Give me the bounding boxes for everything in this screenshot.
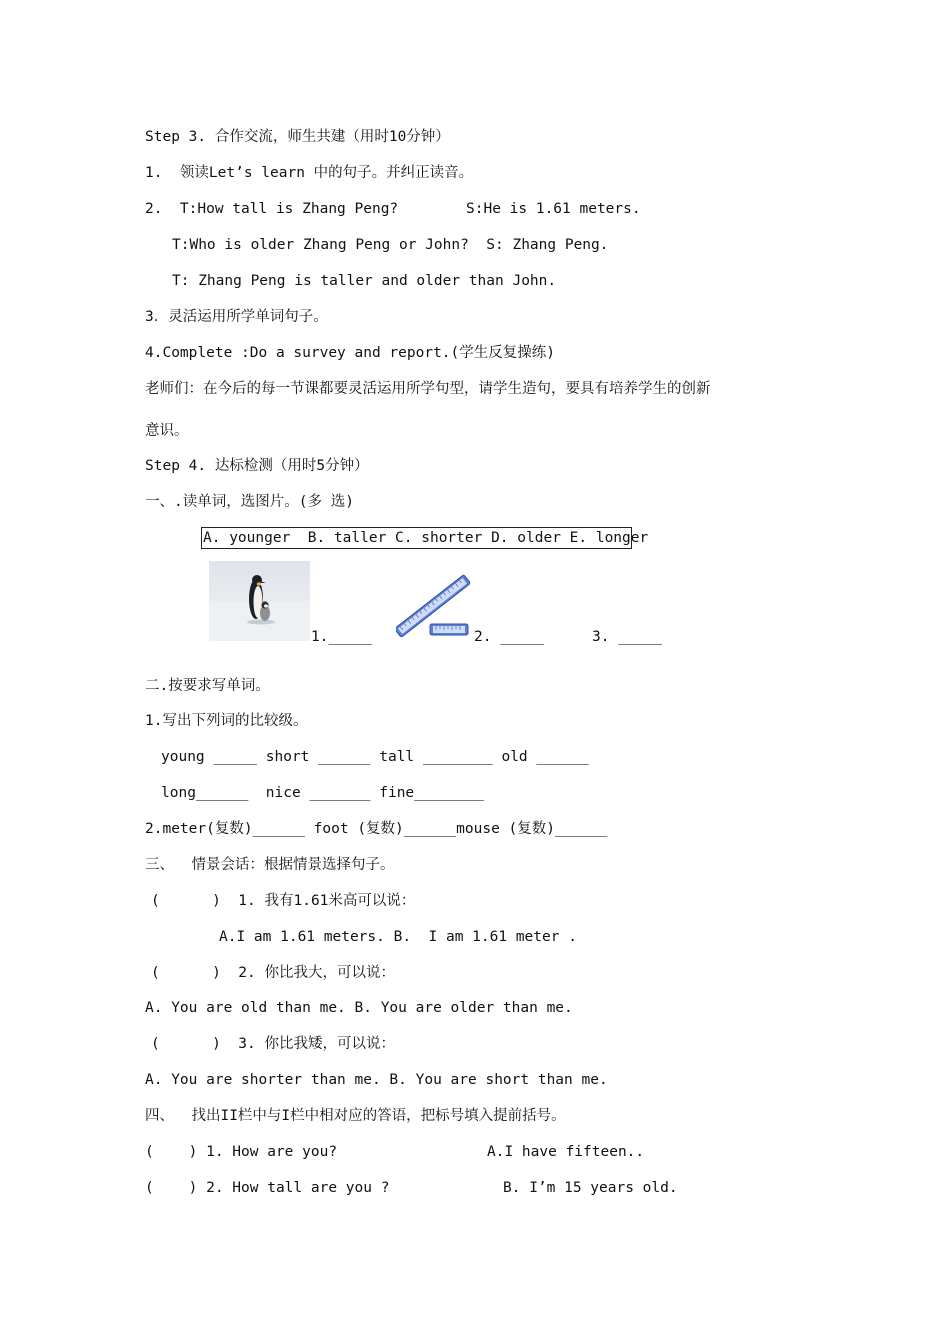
part2-question-2: 2.meter(复数)______ foot (复数)______mouse (复数)______ (145, 821, 608, 837)
part4-answer-b: B. I’m 15 years old. (503, 1180, 678, 1196)
part3-question-1: ( ) 1. 我有1.61米高可以说： (151, 893, 416, 909)
teacher-note-line-2: 意识。 (145, 423, 189, 439)
step3-item-2-dialogue-2: T:Who is older Zhang Peng or John? S: Zhang Peng. (172, 237, 609, 253)
word-options-box: A. younger B. taller C. shorter D. older E. longer (201, 527, 632, 549)
step3-item-3: 3．灵活运用所学单词句子。 (145, 309, 328, 325)
step3-item-1: 1. 领读Let’s learn 中的句子。并纠正读音。 (145, 165, 474, 181)
teacher-note-line-1: 老师们：在今后的每一节课都要灵活运用所学句型，请学生造句，要具有培养学生的创新 (145, 381, 711, 397)
part4-title: 四、 找出II栏中与I栏中相对应的答语，把标号填入提前括号。 (145, 1108, 566, 1124)
part3-question-1-options: A.I am 1.61 meters. B. I am 1.61 meter . (219, 929, 577, 945)
part4-answer-a: A.I have fifteen.. (487, 1144, 645, 1160)
penguin-picture (209, 561, 310, 641)
rulers-picture (396, 572, 472, 642)
step3-item-4: 4.Complete :Do a survey and report.(学生反复操练) (145, 345, 555, 361)
step4-heading: Step 4. 达标检测（用时5分钟） (145, 458, 369, 474)
step3-item-2-dialogue-3: T: Zhang Peng is taller and older than John. (172, 273, 557, 289)
part1-title: 一、.读单词，选图片。(多 选) (145, 494, 354, 510)
part3-question-3-options: A. You are shorter than me. B. You are short than me. (145, 1072, 608, 1088)
part3-title: 三、 情景会话：根据情景选择句子。 (145, 857, 395, 873)
part4-question-1: ( ) 1. How are you? (145, 1144, 338, 1160)
comparative-row-2: long______ nice _______ fine________ (161, 785, 485, 801)
part2-title: 二.按要求写单词。 (145, 678, 270, 694)
step3-item-2-answer: S:He is 1.61 meters. (466, 201, 641, 217)
part4-question-2: ( ) 2. How tall are you ? (145, 1180, 390, 1196)
part3-question-2-options: A. You are old than me. B. You are older than me. (145, 1000, 573, 1016)
part3-question-3: ( ) 3. 你比我矮，可以说： (151, 1036, 395, 1052)
answer-blank-2: 2. _____ (474, 629, 544, 645)
answer-blank-1: 1._____ (311, 629, 373, 645)
part2-question-1: 1.写出下列词的比较级。 (145, 713, 308, 729)
part3-question-2: ( ) 2. 你比我大，可以说： (151, 965, 395, 981)
answer-blank-3: 3. _____ (592, 629, 662, 645)
step3-item-2-question: 2. T:How tall is Zhang Peng? (145, 201, 399, 217)
step3-heading: Step 3. 合作交流，师生共建（用时10分钟） (145, 129, 450, 145)
comparative-row-1: young _____ short ______ tall ________ old ______ (161, 749, 589, 765)
